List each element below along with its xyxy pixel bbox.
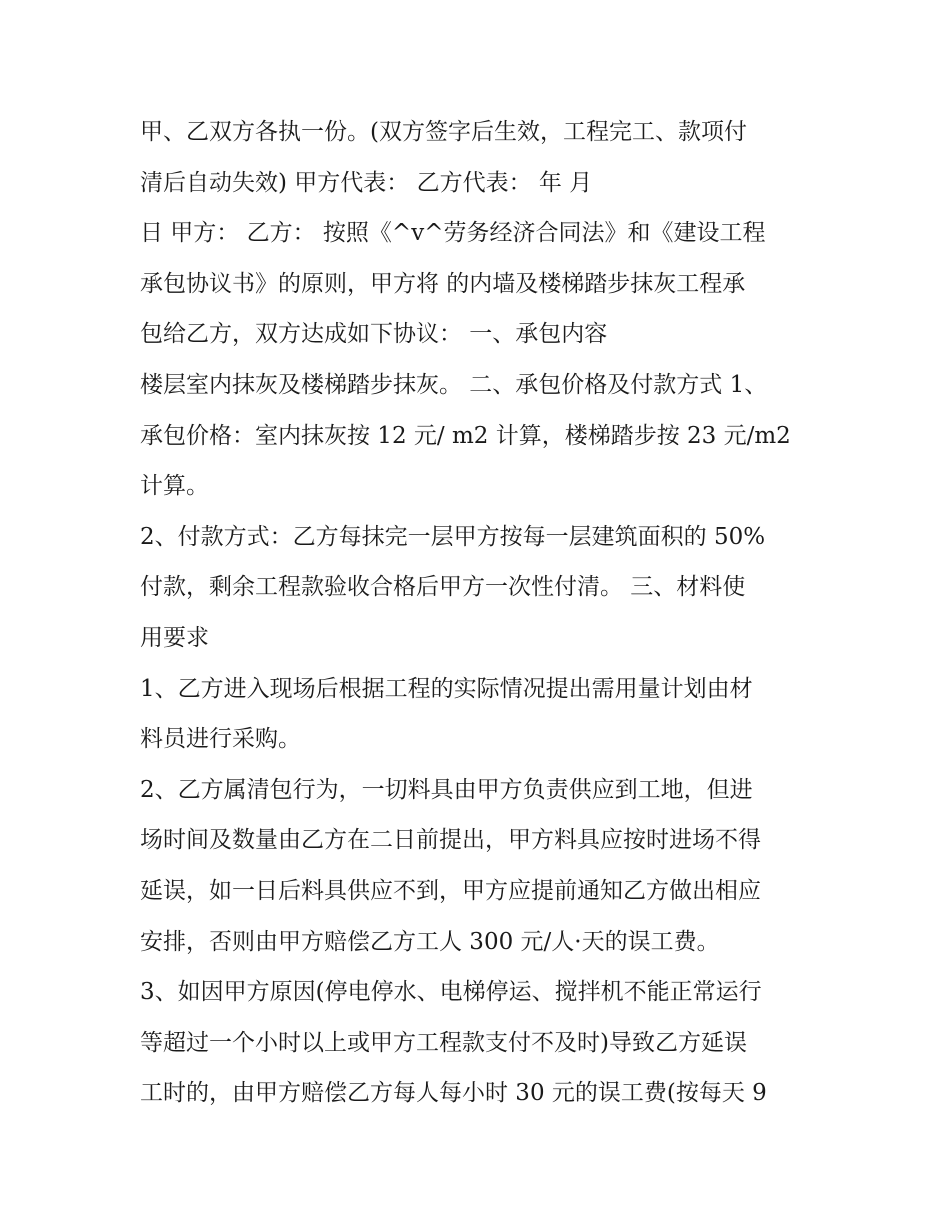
text-line: 用要求 bbox=[140, 624, 209, 651]
text-line: 2、乙方属清包行为，一切料具由甲方负责供应到工地，但进 bbox=[140, 776, 753, 803]
text-line: 1、乙方进入现场后根据工程的实际情况提出需用量计划由材 bbox=[140, 675, 753, 702]
text-line: 延误，如一日后料具供应不到，甲方应提前通知乙方做出相应 bbox=[140, 877, 761, 904]
text-line: 2、付款方式：乙方每抹完一层甲方按每一层建筑面积的 50% bbox=[140, 523, 766, 550]
text-line: 承包协议书》的原则，甲方将 的内墙及楼梯踏步抹灰工程承 bbox=[140, 270, 746, 297]
contract-text bbox=[140, 107, 820, 1119]
text-line: 等超过一个小时以上或甲方工程款支付不及时)导致乙方延误 bbox=[140, 1029, 747, 1056]
text-line: 清后自动失效) 甲方代表： 乙方代表： 年 月 bbox=[140, 169, 593, 196]
text-line: 计算。 bbox=[140, 473, 209, 500]
text-line: 付款，剩余工程款验收合格后甲方一次性付清。 三、材料使 bbox=[140, 574, 746, 601]
text-line: 安排，否则由甲方赔偿乙方工人 300 元/人·天的误工费。 bbox=[140, 928, 720, 955]
text-line: 场时间及数量由乙方在二日前提出，甲方料具应按时进场不得 bbox=[140, 827, 761, 854]
text-line: 楼层室内抹灰及楼梯踏步抹灰。 二、承包价格及付款方式 1、 bbox=[140, 371, 768, 398]
text-line: 承包价格：室内抹灰按 12 元/ m2 计算，楼梯踏步按 23 元/m2 bbox=[140, 422, 791, 449]
text-line: 包给乙方，双方达成如下协议： 一、承包内容 bbox=[140, 321, 608, 348]
text-line: 料员进行采购。 bbox=[140, 726, 301, 753]
text-line: 3、如因甲方原因(停电停水、电梯停运、搅拌机不能正常运行 bbox=[140, 979, 762, 1006]
text-line: 工时的，由甲方赔偿乙方每人每小时 30 元的误工费(按每天 9 bbox=[140, 1080, 767, 1107]
text-line: 甲、乙双方各执一份。(双方签字后生效，工程完工、款项付 bbox=[140, 119, 747, 145]
text-line: 日 甲方： 乙方： 按照《^v^劳务经济合同法》和《建设工程 bbox=[140, 220, 766, 247]
